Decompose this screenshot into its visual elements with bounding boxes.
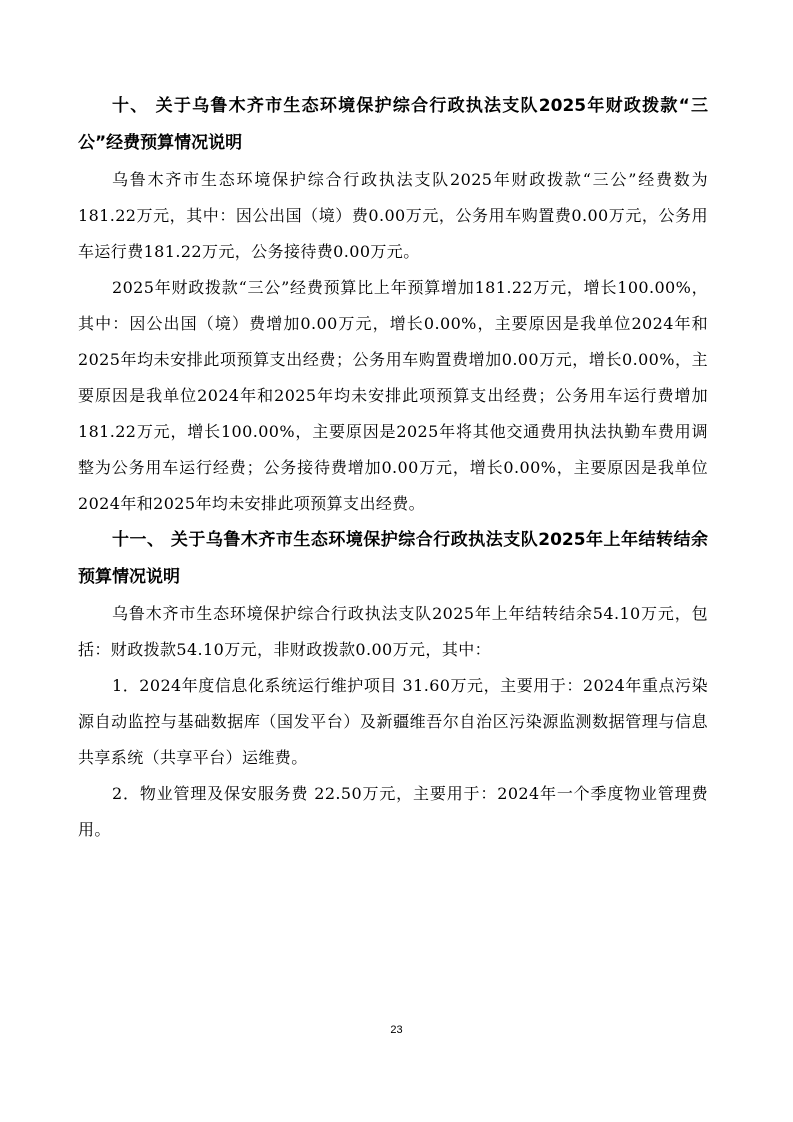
section-11-item-1: 1．2024年度信息化系统运行维护项目 31.60万元，主要用于：2024年重点污染源自动监控与基础数据库（国发平台）及新疆维吾尔自治区污染源监测数据管理与信息共享系统（共享平台）运维费。 bbox=[78, 676, 708, 767]
section-11-item-2: 2．物业管理及保安服务费 22.50万元，主要用于：2024年一个季度物业管理费用。 bbox=[78, 784, 708, 839]
section-11-paragraph-1: 乌鲁木齐市生态环境保护综合行政执法支队2025年上年结转结余54.10万元，包括：财政拨款54.10万元，非财政拨款0.00万元，其中： bbox=[78, 604, 708, 659]
page-number: 23 bbox=[390, 1024, 403, 1036]
section-11-heading: 十一、 关于乌鲁木齐市生态环境保护综合行政执法支队2025年上年结转结余预算情况说明 bbox=[78, 530, 708, 587]
section-10-paragraph-1: 乌鲁木齐市生态环境保护综合行政执法支队2025年财政拨款“三公”经费数为181.22万元，其中：因公出国（境）费0.00万元，公务用车购置费0.00万元，公务用车运行费181.22万元，公务接待费0.00万元。 bbox=[78, 170, 708, 261]
section-10-paragraph-2: 2025年财政拨款“三公”经费预算比上年预算增加181.22万元，增长100.00%，其中：因公出国（境）费增加0.00万元，增长0.00%，主要原因是我单位2024年和2025年均未安排此项预算支出经费；公务用车购置费增加0.00万元，增长0.00%，主要原因是我单位2024年和2025年均未安排此项预算支出经费；公务用车运行费增加181.22万元，增长100.00%，主要原因是2025年将其他交通费用执法执勤车费用调整为公务用车运行经费；公务接待费增加0.00万元，增长0.00%，主要原因是我单位2024年和2025年均未安排此项预算支出经费。 bbox=[78, 278, 708, 513]
section-10-heading: 十、 关于乌鲁木齐市生态环境保护综合行政执法支队2025年财政拨款“三公”经费预算情况说明 bbox=[78, 96, 708, 153]
page-content bbox=[78, 88, 708, 848]
